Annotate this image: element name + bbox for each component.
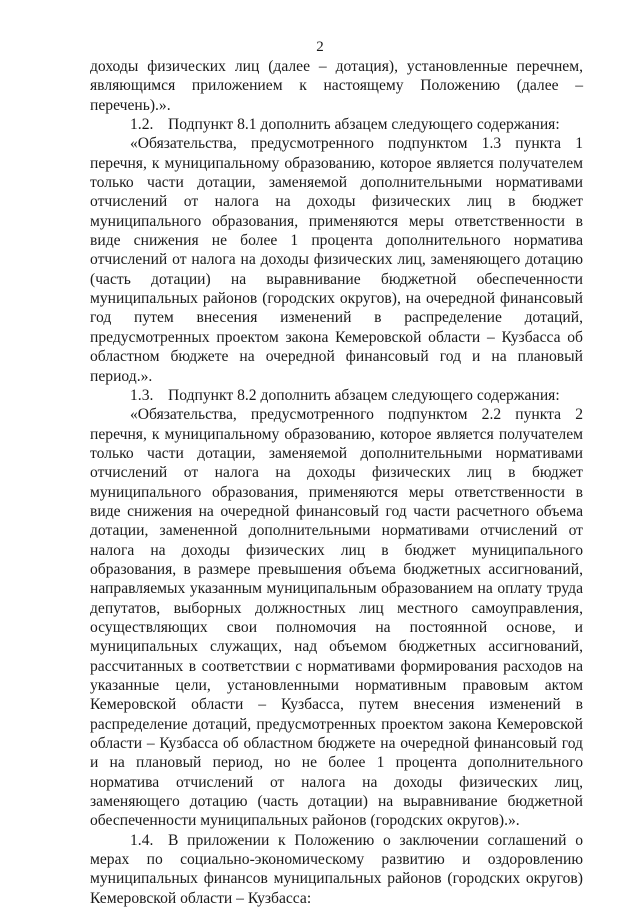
item-text: Подпункт 8.2 дополнить абзацем следующего содержания: — [168, 386, 560, 404]
item-number: 1.3. — [130, 386, 154, 404]
item-text: В приложении к Положению о заключении соглашений о мерах по социально-экономическому развитию и оздоровлению муниципальных финансов муниципальных районов (городских округов) Кемеровской области – Кузбасса: — [90, 831, 583, 907]
item-1-4 — [90, 831, 583, 908]
document-body — [90, 57, 583, 908]
page-number: 2 — [316, 39, 324, 55]
quoted-amendment-2: «Обязательства, предусмотренного подпунктом 2.2 пункта 2 перечня, к муниципальному образованию, которое является получателем только части дотации, заменяемой дополнительными нормативами отчислений от налога на доходы физических лиц в бюджет муниципального образования, применяются меры ответственности в виде снижения на очередной финансовый год части расчетного объема дотации, замененной дополнительными нормативами отчислений от налога на доходы физических лиц в бюджет муниципального образования, в размере превышения объема бюджетных ассигнований, направляемых указанным муниципальным образованием на оплату труда депутатов, выборных должностных лиц местного самоуправления, осуществляющих свои полномочия на постоянной основе, и муниципальных служащих, над объемом бюджетных ассигнований, рассчитанных в соответствии с нормативами формирования расходов на указанные цели, установленными нормативным правовым актом Кемеровской области – Кузбасса, путем внесения изменений в распределение дотаций, предусмотренных проектом закона Кемеровской области – Кузбасса об областном бюджете на очередной финансовый год и на плановый период, но не более 1 процента дополнительного норматива отчислений от налога на доходы физических лиц, заменяющего дотацию (часть дотации) на выравнивание бюджетной обеспеченности муниципальных районов (городских округов).». — [90, 406, 583, 830]
paragraph-continuation: доходы физических лиц (далее – дотация), установленные перечнем, являющимся приложением к настоящему Положению (далее – перечень).». — [90, 58, 583, 114]
item-1-2 — [90, 115, 583, 134]
item-1-3 — [90, 386, 583, 405]
item-number: 1.2. — [130, 116, 154, 134]
item-text: Подпункт 8.1 дополнить абзацем следующего содержания: — [168, 116, 560, 134]
item-number: 1.4. — [130, 831, 154, 849]
quoted-amendment-1: «Обязательства, предусмотренного подпунктом 1.3 пункта 1 перечня, к муниципальному образованию, которое является получателем только части дотации, заменяемой дополнительными нормативами отчислений от налога на доходы физических лиц в бюджет муниципального образования, применяются меры ответственности в виде снижения не более 1 процента дополнительного норматива отчислений от налога на доходы физических лиц, заменяющего дотацию (часть дотации) на выравнивание бюджетной обеспеченности муниципальных районов (городских округов), на очередной финансовый год путем внесения изменений в распределение дотаций, предусмотренных проектом закона Кемеровской области – Кузбасса об областном бюджете на очередной финансовый год и на плановый период.». — [90, 135, 583, 385]
